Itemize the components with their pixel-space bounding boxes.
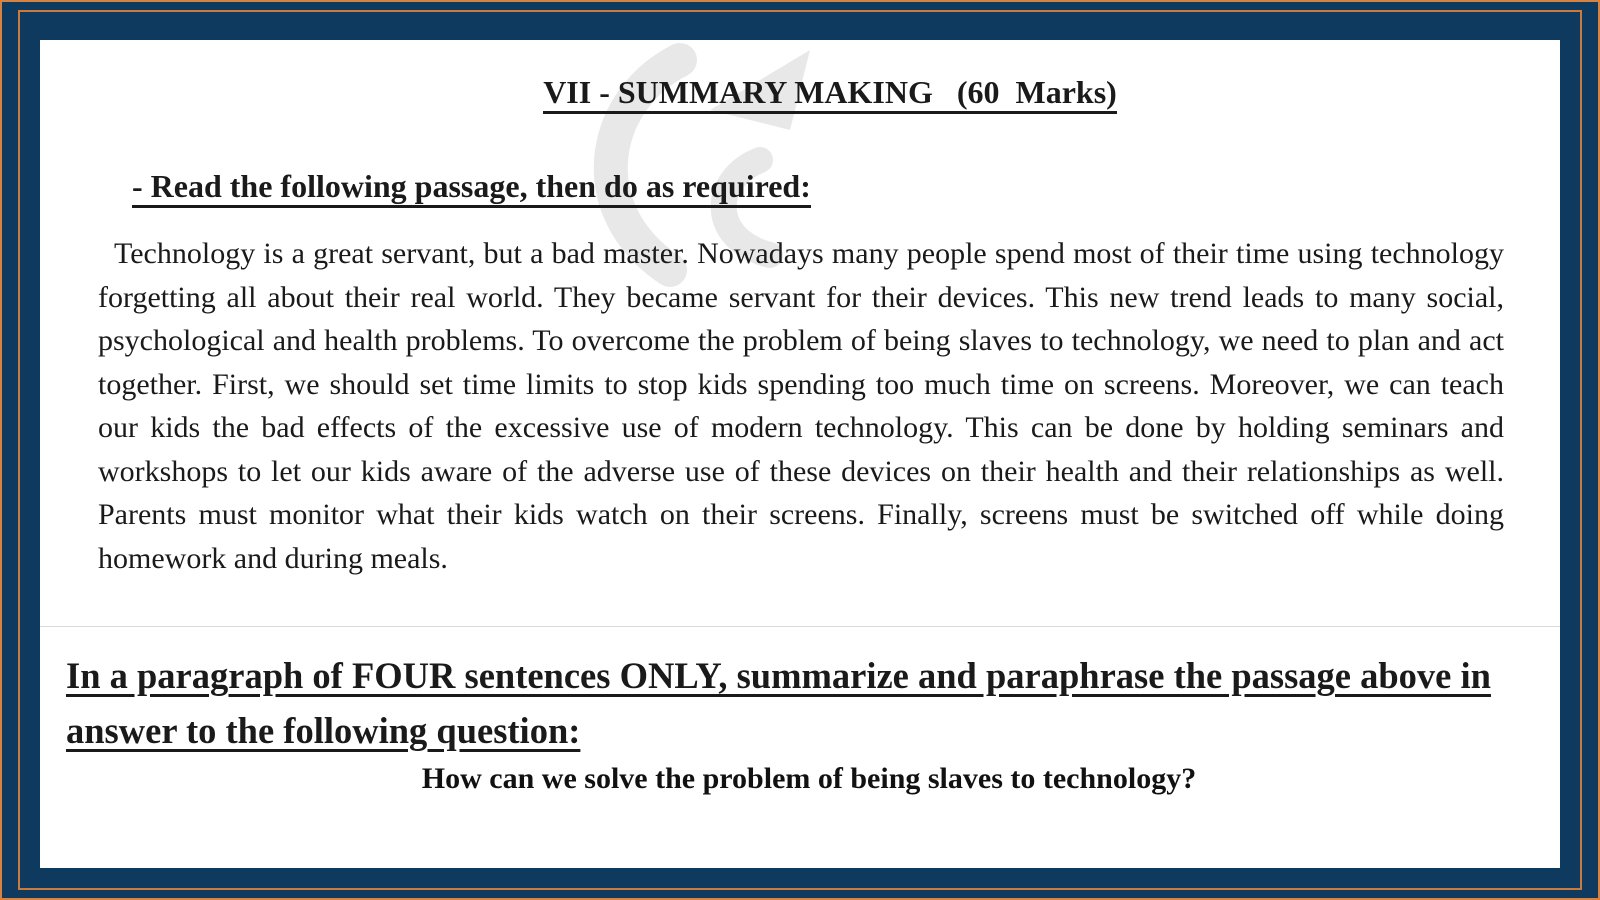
summary-question: How can we solve the problem of being slaves to technology? [421, 762, 1197, 795]
page-title-text: VII - SUMMARY MAKING (60 Marks) [543, 74, 1117, 114]
page-title [40, 74, 1560, 111]
task-instruction-text: In a paragraph of FOUR sentences ONLY, summarize and paraphrase the passage above in answer to the following question: [66, 655, 1491, 751]
worksheet-page [40, 40, 1560, 868]
instruction-text: - Read the following passage, then do as required: [132, 168, 811, 208]
reading-passage: Technology is a great servant, but a bad master. Nowadays many people spend most of their time using technology forgetting all about their real world. They became servant for their devices. This new trend leads to many social, psychological and health problems. To overcome the problem of being slaves to technology, we need to plan and act together. First, we should set time limits to stop kids spending too much time on screens. Moreover, we can teach our kids the bad effects of the excessive use of modern technology. This can be done by holding seminars and workshops to let our kids aware of the adverse use of these devices on their health and their relationships as well. Parents must monitor what their kids watch on their screens. Finally, screens must be switched off while doing homework and during meals. [98, 237, 1504, 575]
task-instruction [66, 648, 1546, 758]
instruction-heading [132, 168, 811, 205]
section-divider [40, 626, 1560, 627]
